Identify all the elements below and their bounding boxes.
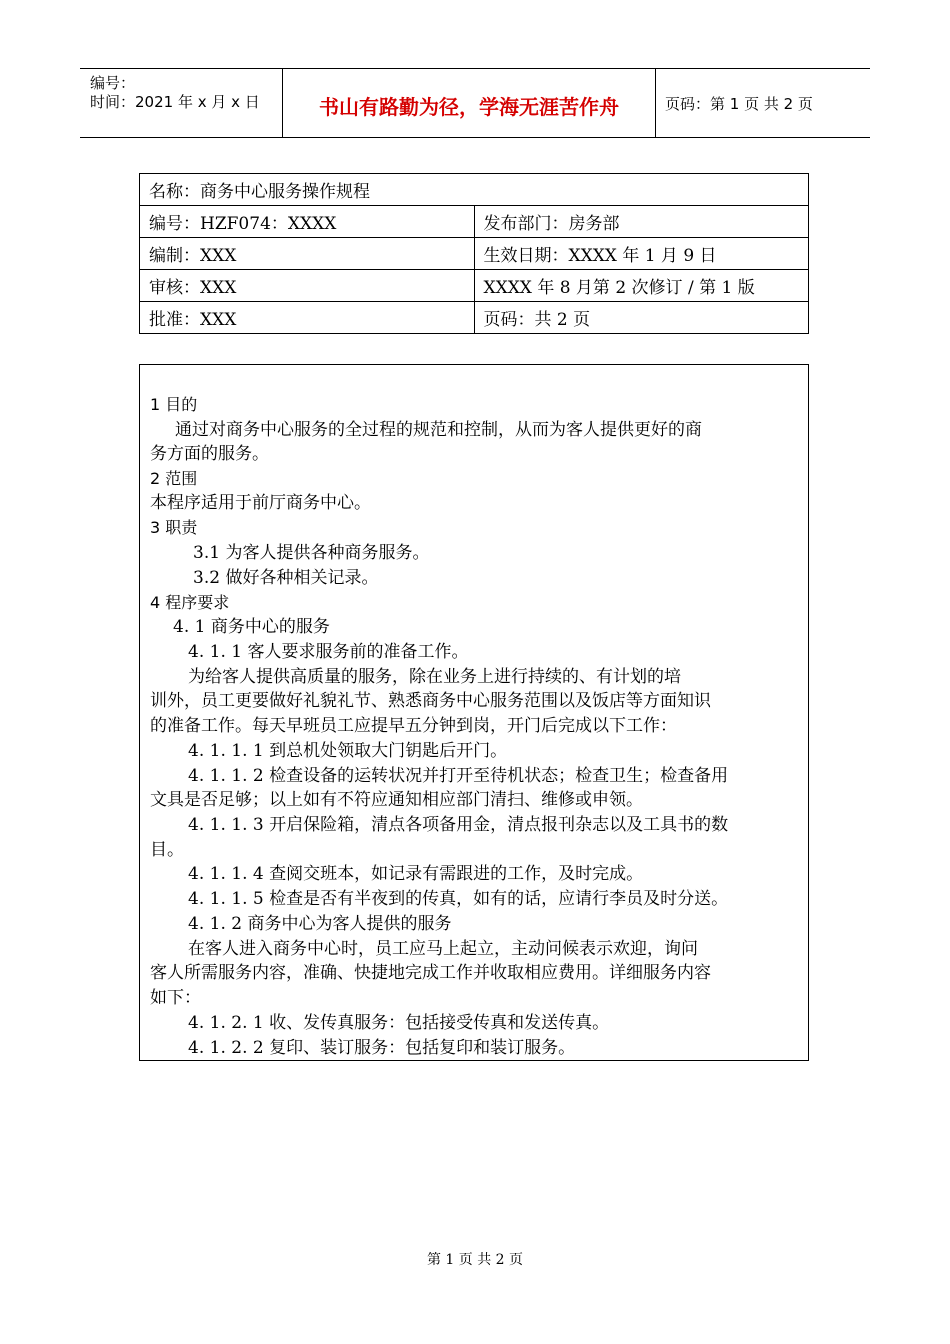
paragraph-line: 客人所需服务内容，准确、快捷地完成工作并收取相应费用。详细服务内容 — [150, 963, 711, 983]
header-motto-cell — [282, 69, 656, 137]
section-heading-purpose: 1 目的 — [150, 395, 198, 414]
list-item: 4. 1. 1. 2 检查设备的运转状况并打开至待机状态；检查卫生；检查备用 — [188, 766, 729, 786]
list-item: 4. 1. 2. 1 收、发传真服务：包括接受传真和发送传真。 — [188, 1013, 610, 1033]
info-number: 编号：HZF074：XXXX — [140, 206, 475, 238]
header-page-cell — [655, 69, 870, 137]
document-time-label: 时间：2021 年 x 月 x 日 — [90, 93, 260, 111]
paragraph-line: 如下： — [150, 988, 201, 1008]
subsection-heading: 4. 1. 2 商务中心为客人提供的服务 — [188, 914, 452, 934]
paragraph-line: 文具是否足够；以上如有不符应通知相应部门清扫、维修或申领。 — [150, 790, 643, 810]
procedure-content-box — [139, 364, 809, 1061]
info-page-count: 页码：共 2 页 — [474, 302, 809, 334]
info-reviewer: 审核：XXX — [140, 270, 475, 302]
page-footer: 第 1 页 共 2 页 — [426, 1252, 524, 1268]
paragraph-line: 为给客人提供高质量的服务，除在业务上进行持续的、有计划的培 — [188, 667, 681, 687]
info-effective-date: 生效日期：XXXX 年 1 月 9 日 — [474, 238, 809, 270]
list-item: 4. 1. 1. 4 查阅交班本，如记录有需跟进的工作，及时完成。 — [188, 864, 644, 884]
list-item: 4. 1. 2. 2 复印、装订服务：包括复印和装订服务。 — [188, 1038, 576, 1058]
paragraph-line: 目。 — [150, 840, 184, 860]
section-heading-scope: 2 范围 — [150, 469, 198, 488]
list-item: 4. 1. 1. 5 检查是否有半夜到的传真，如有的话，应请行李员及时分送。 — [188, 889, 729, 909]
list-item: 3.2 做好各种相关记录。 — [193, 568, 379, 588]
info-row-approver — [140, 302, 809, 334]
paragraph-line: 训外，员工更要做好礼貌礼节、熟悉商务中心服务范围以及饭店等方面知识 — [150, 691, 711, 711]
info-revision: XXXX 年 8 月第 2 次修订 / 第 1 版 — [474, 270, 809, 302]
header-meta — [80, 69, 282, 137]
section-heading-duties: 3 职责 — [150, 518, 198, 537]
subsection-heading: 4. 1. 1 客人要求服务前的准备工作。 — [188, 642, 469, 662]
info-row-number — [140, 206, 809, 238]
paragraph-line: 本程序适用于前厅商务中心。 — [150, 493, 371, 513]
paragraph-line: 通过对商务中心服务的全过程的规范和控制，从而为客人提供更好的商 — [175, 420, 702, 440]
info-department: 发布部门：房务部 — [474, 206, 809, 238]
header-motto: 书山有路勤为径，学海无涯苦作舟 — [319, 95, 619, 119]
header-page-info: 页码：第 1 页 共 2 页 — [665, 95, 813, 113]
document-number-label: 编号： — [90, 74, 136, 92]
paragraph-line: 在客人进入商务中心时，员工应马上起立，主动问候表示欢迎，询问 — [188, 939, 698, 959]
info-author: 编制：XXX — [140, 238, 475, 270]
page-header — [80, 68, 870, 138]
info-row-author — [140, 238, 809, 270]
info-name: 名称：商务中心服务操作规程 — [140, 174, 809, 206]
paragraph-line: 务方面的服务。 — [150, 444, 269, 464]
info-approver: 批准：XXX — [140, 302, 475, 334]
document-info-table — [139, 173, 809, 334]
info-row-name — [140, 174, 809, 206]
list-item: 3.1 为客人提供各种商务服务。 — [193, 543, 430, 563]
subsection-heading: 4. 1 商务中心的服务 — [173, 617, 330, 637]
info-row-reviewer — [140, 270, 809, 302]
list-item: 4. 1. 1. 1 到总机处领取大门钥匙后开门。 — [188, 741, 508, 761]
paragraph-line: 的准备工作。每天早班员工应提早五分钟到岗，开门后完成以下工作： — [150, 716, 677, 736]
list-item: 4. 1. 1. 3 开启保险箱，清点各项备用金，清点报刊杂志以及工具书的数 — [188, 815, 729, 835]
section-heading-requirements: 4 程序要求 — [150, 593, 230, 612]
